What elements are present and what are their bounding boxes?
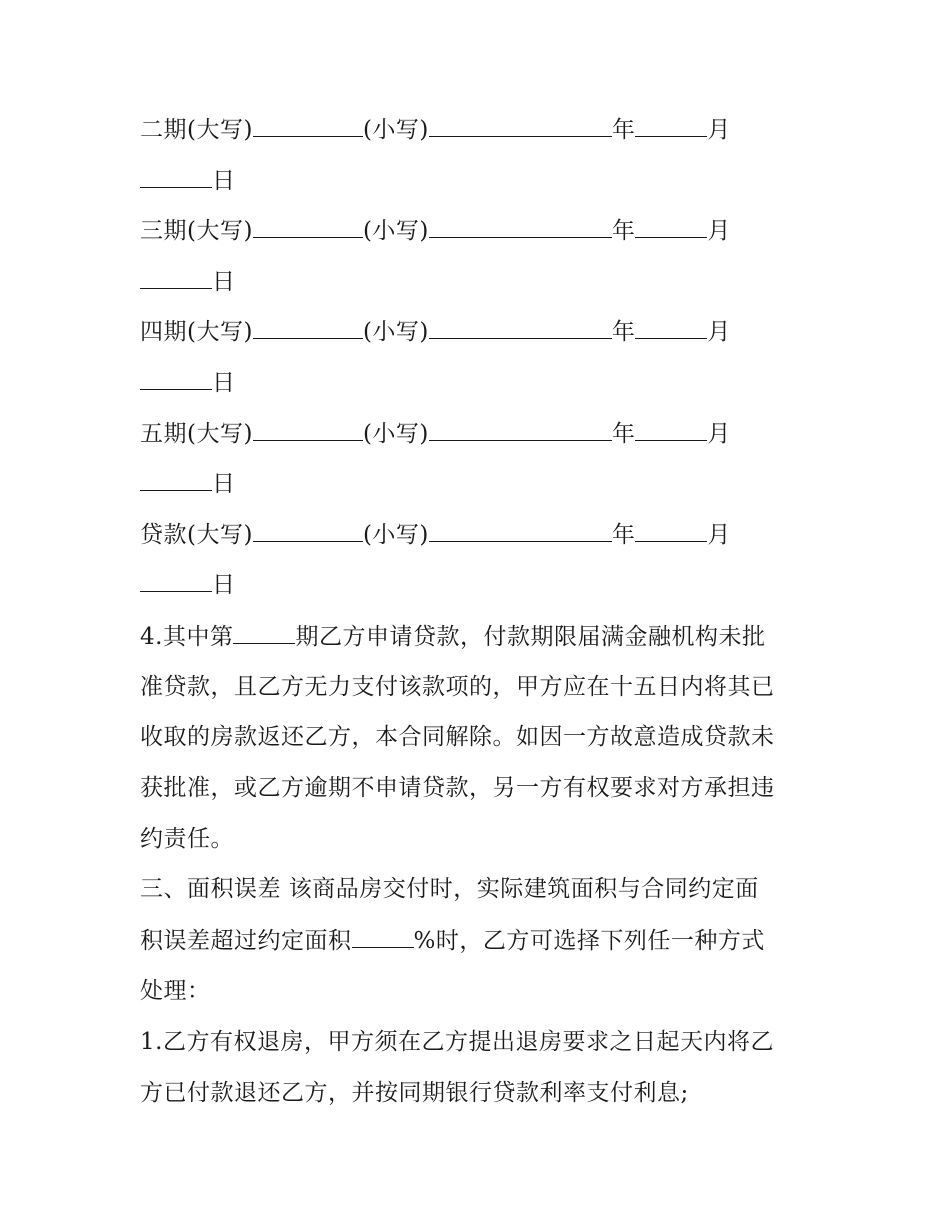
year-label: 年 (611, 319, 636, 345)
percent-blank (352, 925, 414, 948)
small-amount-label: (小写) (362, 522, 429, 548)
installment-row (140, 418, 731, 449)
section3-line: 三、面积误差 该商品房交付时，实际建筑面积与合同约定面 (140, 876, 759, 902)
item1-line: 1.乙方有权退房，甲方须在乙方提出退房要求之日起天内将乙 (140, 1029, 774, 1055)
big-amount-label: (大写) (187, 319, 253, 345)
installment-row (140, 114, 731, 145)
clause4-line (140, 621, 765, 652)
year-label: 年 (611, 218, 636, 244)
small-amount-blank (429, 418, 612, 441)
day-label: 日 (212, 471, 236, 497)
big-amount-blank (253, 215, 363, 238)
installment-day-row (140, 367, 236, 398)
month-label: 月 (707, 117, 731, 143)
day-label: 日 (212, 269, 236, 295)
installment-label: 四期 (140, 319, 187, 345)
big-amount-label: (大写) (187, 522, 253, 548)
installment-label: 五期 (140, 421, 187, 447)
installment-day-row (140, 165, 236, 196)
installment-row (140, 316, 731, 347)
small-amount-label: (小写) (362, 421, 429, 447)
big-amount-blank (253, 316, 363, 339)
clause4-line: 约责任。 (140, 826, 234, 852)
item1-line: 方已付款退还乙方，并按同期银行贷款利率支付利息; (140, 1080, 689, 1106)
year-label: 年 (611, 522, 636, 548)
day-label: 日 (212, 168, 236, 194)
small-amount-blank (429, 215, 612, 238)
month-label: 月 (707, 421, 731, 447)
section3-line2-suffix: %时，乙方可选择下列任一种方式 (413, 928, 765, 954)
small-amount-blank (429, 114, 612, 137)
clause4-line: 收取的房款返还乙方，本合同解除。如因一方故意造成贷款未 (140, 724, 775, 750)
section3-line (140, 925, 765, 956)
installment-day-row (140, 468, 236, 499)
installment-label: 贷款 (140, 522, 187, 548)
month-label: 月 (707, 218, 731, 244)
year-label: 年 (611, 421, 636, 447)
month-blank (635, 114, 707, 137)
big-amount-blank (253, 519, 363, 542)
day-blank (140, 468, 212, 491)
month-blank (635, 418, 707, 441)
clause4-line1-rest: 期乙方申请贷款，付款期限届满金融机构未批 (295, 624, 766, 650)
big-amount-label: (大写) (187, 421, 253, 447)
term-blank (233, 621, 295, 644)
day-label: 日 (212, 370, 236, 396)
day-blank (140, 165, 212, 188)
installment-row (140, 215, 731, 246)
small-amount-label: (小写) (362, 319, 429, 345)
installment-day-row (140, 569, 236, 600)
day-blank (140, 266, 212, 289)
day-blank (140, 569, 212, 592)
day-blank (140, 367, 212, 390)
small-amount-label: (小写) (362, 218, 429, 244)
month-blank (635, 316, 707, 339)
month-label: 月 (707, 522, 731, 548)
small-amount-blank (429, 519, 612, 542)
installment-row (140, 519, 731, 550)
clause4-line: 准贷款，且乙方无力支付该款项的，甲方应在十五日内将其已 (140, 674, 775, 700)
small-amount-blank (429, 316, 612, 339)
clause4-prefix: 4.其中第 (140, 624, 234, 650)
year-label: 年 (611, 117, 636, 143)
clause4-line: 获批准，或乙方逾期不申请贷款，另一方有权要求对方承担违 (140, 775, 775, 801)
month-blank (635, 215, 707, 238)
installment-label: 三期 (140, 218, 187, 244)
big-amount-label: (大写) (187, 218, 253, 244)
installment-day-row (140, 266, 236, 297)
installment-label: 二期 (140, 117, 187, 143)
big-amount-label: (大写) (187, 117, 253, 143)
big-amount-blank (253, 418, 363, 441)
section3-line: 处理： (140, 978, 211, 1004)
small-amount-label: (小写) (362, 117, 429, 143)
day-label: 日 (212, 572, 236, 598)
month-blank (635, 519, 707, 542)
section3-line2-prefix: 积误差超过约定面积 (140, 928, 352, 954)
big-amount-blank (253, 114, 363, 137)
month-label: 月 (707, 319, 731, 345)
